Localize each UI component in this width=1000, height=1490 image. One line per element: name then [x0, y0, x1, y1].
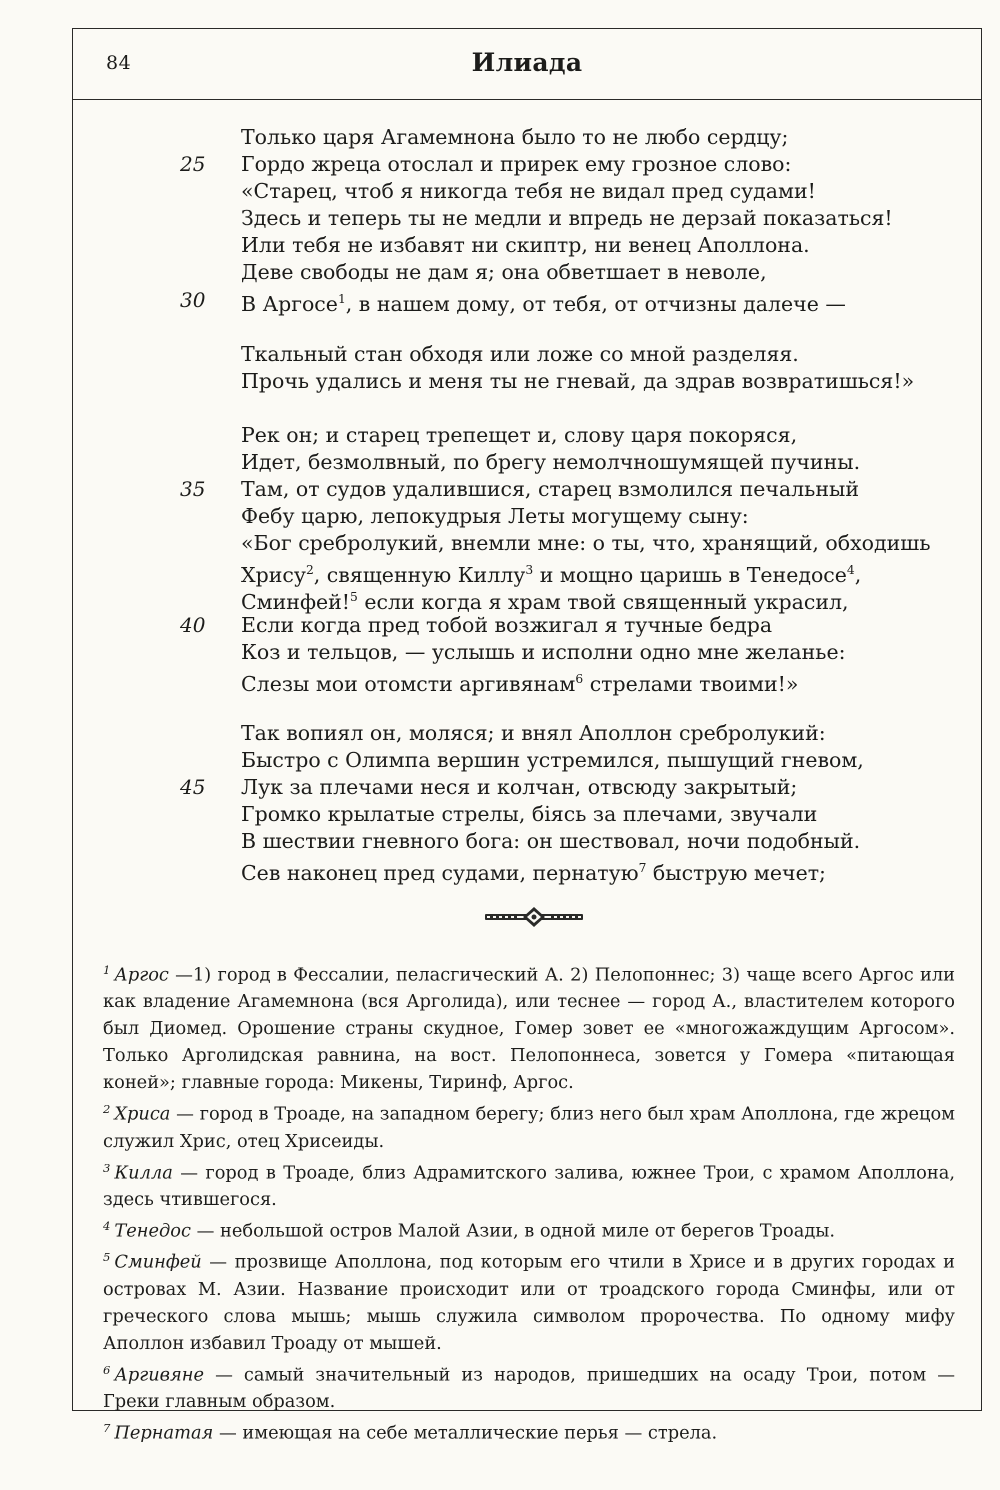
footnote-ref: 7: [638, 861, 647, 876]
verse-fragment: ,: [854, 563, 862, 588]
stanza: [0, 124, 1000, 317]
running-title: Илиада: [471, 48, 583, 77]
footnote-mark: 7: [103, 1421, 111, 1436]
verse-text: [241, 672, 798, 696]
verse-text: [241, 531, 930, 555]
verse-text: [241, 829, 860, 853]
verse-line: [0, 855, 1000, 886]
footnote-term: Сминфей: [114, 1251, 202, 1273]
footnote-term: Пернатая: [114, 1422, 214, 1444]
verse-fragment: Фебу царю, лепокудрыя Леты могущему сыну:: [241, 504, 749, 529]
line-number: 35: [180, 477, 206, 502]
verse-line: [0, 151, 1000, 178]
footnote-ref: 2: [305, 563, 314, 578]
footnote-text: — имеющая на себе металлические перья — стрела.: [213, 1422, 718, 1444]
verse-line: [0, 178, 1000, 205]
line-number: 40: [180, 612, 206, 637]
verse-text: [241, 342, 799, 366]
footnote-mark: 6: [103, 1362, 111, 1377]
verse-text: [241, 233, 810, 257]
verse-line: [0, 124, 1000, 151]
footnote: [103, 1357, 955, 1415]
footnote-text: — город в Троаде, на западном берегу; близ него был храм Аполлона, где жрецом служил Хрис, отец Хрисеиды.: [103, 1103, 955, 1152]
running-header: [72, 28, 982, 100]
footnote-text: —1) город в Фессалии, пеласгический А. 2) Пелопоннес; 3) чаще всего Аргос или как владение Агамемнона (вся Арголида), или теснее — город А., властителем которого был Диомед. Орошение страны скудное, Гомер зовет ее «многожаждущим Аргосом». Только Арголидская равнина, на вост. Пелопоннеса, зовется у Гомера «питающая коней»; главные города: Микены, Тиринф, Аргос.: [103, 964, 955, 1094]
verse-text: [241, 504, 749, 528]
verse-fragment: Хрису: [241, 563, 306, 588]
verse-line: [0, 530, 1000, 557]
verse-text: [241, 125, 788, 149]
footnote-term: Хриса: [114, 1103, 171, 1125]
verse-text: [241, 640, 846, 664]
verse-line: [0, 368, 1000, 395]
verse-line: [0, 612, 1000, 639]
verse-line: [0, 287, 1000, 317]
footnote: [103, 1155, 955, 1213]
footnote-ref: 4: [846, 563, 855, 578]
verse-text: [241, 260, 767, 284]
verse-fragment: Или тебя не избавят ни скиптр, ни венец Аполлона.: [241, 233, 810, 258]
verse-line: [0, 720, 1000, 747]
line-number: 25: [180, 152, 206, 177]
footnote: [103, 1096, 955, 1154]
verse-line: [0, 476, 1000, 503]
verse-line: [0, 584, 1000, 615]
footnote-mark: 3: [103, 1160, 111, 1175]
verse-text: [241, 179, 816, 203]
verse-fragment: Быстро с Олимпа вершин устремился, пышущий гневом,: [241, 747, 864, 772]
verse-text: [241, 802, 817, 826]
footnote-term: Тенедос: [114, 1220, 191, 1242]
verse-text: [241, 775, 797, 799]
verse-fragment: Рек он; и старец трепещет и, слову царя покоряся,: [241, 422, 798, 447]
verse-fragment: Деве свободы не дам я; она обветшает в неволе,: [241, 260, 767, 285]
footnote: [103, 1244, 955, 1356]
verse-fragment: Прочь удались и меня ты не гневай, да здрав возвратишься!»: [241, 368, 915, 393]
verse-line: [0, 422, 1000, 449]
verse-fragment: «Бог сребролукий, внемли мне: о ты, что, хранящий, обходишь: [241, 531, 931, 556]
footnote-term: Аргос: [114, 964, 169, 986]
verse-fragment: Сминфей!: [241, 590, 351, 615]
footnote-text: — прозвище Аполлона, под которым его чтили в Хрисе и в других городах и островах М. Азии. Название происходит или от троадского города Сминфы, или от греческого слова мышь; мышь служила символом пророчества. По одному мифу Аполлон избавил Троаду от мышей.: [103, 1251, 955, 1354]
verse-text: [241, 861, 826, 885]
verse-fragment: Там, от судов удалившися, старец взмолился печальный: [241, 477, 859, 502]
verse-line: [0, 801, 1000, 828]
verse-fragment: Громко крылатые стрелы, біясь за плечами, звучали: [241, 802, 818, 827]
footnote-ref: 3: [525, 563, 534, 578]
stanza: [0, 341, 1000, 395]
verse-line: [0, 503, 1000, 530]
verse-text: [241, 206, 893, 230]
verse-fragment: Коз и тельцов, — услышь и исполни одно мне желанье:: [241, 639, 846, 664]
line-number: 45: [180, 774, 206, 799]
decorative-divider-icon: [484, 906, 584, 928]
footnote: [103, 1415, 955, 1446]
verse-fragment: стрелами твоими!»: [583, 671, 799, 696]
poem-text: [0, 124, 1000, 909]
verse-line: [0, 341, 1000, 368]
verse-text: [241, 748, 864, 772]
footnote-mark: 1: [103, 963, 111, 977]
footnote-mark: 4: [103, 1219, 111, 1234]
footnote-ref: 1: [337, 292, 346, 307]
verse-line: [0, 774, 1000, 801]
footnote-ref: 5: [350, 590, 358, 605]
verse-fragment: Только царя Агамемнона было то не любо сердцу;: [241, 125, 789, 149]
verse-line: [0, 666, 1000, 696]
footnote-term: Аргивяне: [114, 1364, 205, 1386]
verse-fragment: Так вопиял он, моляся; и внял Аполлон сребролукий:: [241, 720, 826, 745]
verse-text: [241, 450, 860, 474]
verse-line: [0, 259, 1000, 286]
footnote: [103, 1213, 955, 1244]
footnote-mark: 2: [103, 1102, 111, 1117]
verse-line: [0, 747, 1000, 774]
verse-fragment: , в нашем дому, от тебя, от отчизны далече —: [345, 292, 846, 317]
verse-line: [0, 557, 1000, 588]
verse-text: [241, 721, 826, 745]
verse-text: [241, 477, 859, 501]
footnote-text: — город в Троаде, близ Адрамитского залива, южнее Трои, с храмом Аполлона, здесь чтившегося.: [103, 1162, 955, 1211]
verse-fragment: Если когда пред тобой возжигал я тучные бедра: [241, 612, 773, 637]
line-number: 30: [180, 287, 206, 312]
verse-fragment: «Старец, чтоб я никогда тебя не видал пред судами!: [241, 179, 816, 204]
verse-fragment: Идет, безмолвный, по брегу немолчношумящей пучины.: [241, 449, 861, 474]
verse-line: [0, 828, 1000, 855]
verse-fragment: В шествии гневного бога: он шествовал, ночи подобный.: [241, 829, 861, 854]
footnote-mark: 5: [103, 1250, 111, 1265]
stanza: [0, 422, 1000, 696]
verse-fragment: быструю мечет;: [646, 861, 826, 886]
footnote-text: — небольшой остров Малой Азии, в одной миле от берегов Троады.: [190, 1220, 836, 1242]
verse-text: [241, 423, 797, 447]
verse-fragment: , священную Киллу: [313, 563, 526, 588]
verse-fragment: Гордо жреца отослал и прирек ему грозное слово:: [241, 152, 792, 177]
verse-fragment: В Аргосе: [241, 292, 338, 317]
verse-line: [0, 205, 1000, 232]
footnote-text: — самый значительный из народов, пришедших на осаду Трои, потом — Греки главным образом.: [103, 1364, 955, 1413]
verse-fragment: Здесь и теперь ты не медли и впредь не дерзай показаться!: [241, 206, 893, 231]
verse-fragment: Лук за плечами неся и колчан, отвсюду закрытый;: [241, 774, 798, 799]
verse-line: [0, 639, 1000, 666]
verse-text: [241, 152, 791, 176]
stanza: [0, 720, 1000, 886]
footnote: [103, 957, 955, 1096]
verse-line: [0, 232, 1000, 259]
verse-line: [0, 449, 1000, 476]
verse-fragment: и мощно царишь в Тенедосе: [533, 563, 847, 588]
verse-fragment: Ткальный стан обходя или ложе со мной разделяя.: [241, 341, 799, 366]
page-number: 84: [106, 52, 132, 74]
verse-fragment: Слезы мои отомсти аргивянам: [241, 671, 576, 696]
verse-fragment: если когда я храм твой священный украсил,: [357, 590, 849, 615]
verse-text: [241, 369, 914, 393]
verse-text: [241, 613, 772, 637]
footnote-term: Килла: [114, 1162, 173, 1184]
verse-fragment: Сев наконец пред судами, пернатую: [241, 861, 639, 886]
footnotes: [103, 957, 955, 1447]
verse-text: [241, 292, 846, 316]
footnote-ref: 6: [575, 671, 584, 686]
